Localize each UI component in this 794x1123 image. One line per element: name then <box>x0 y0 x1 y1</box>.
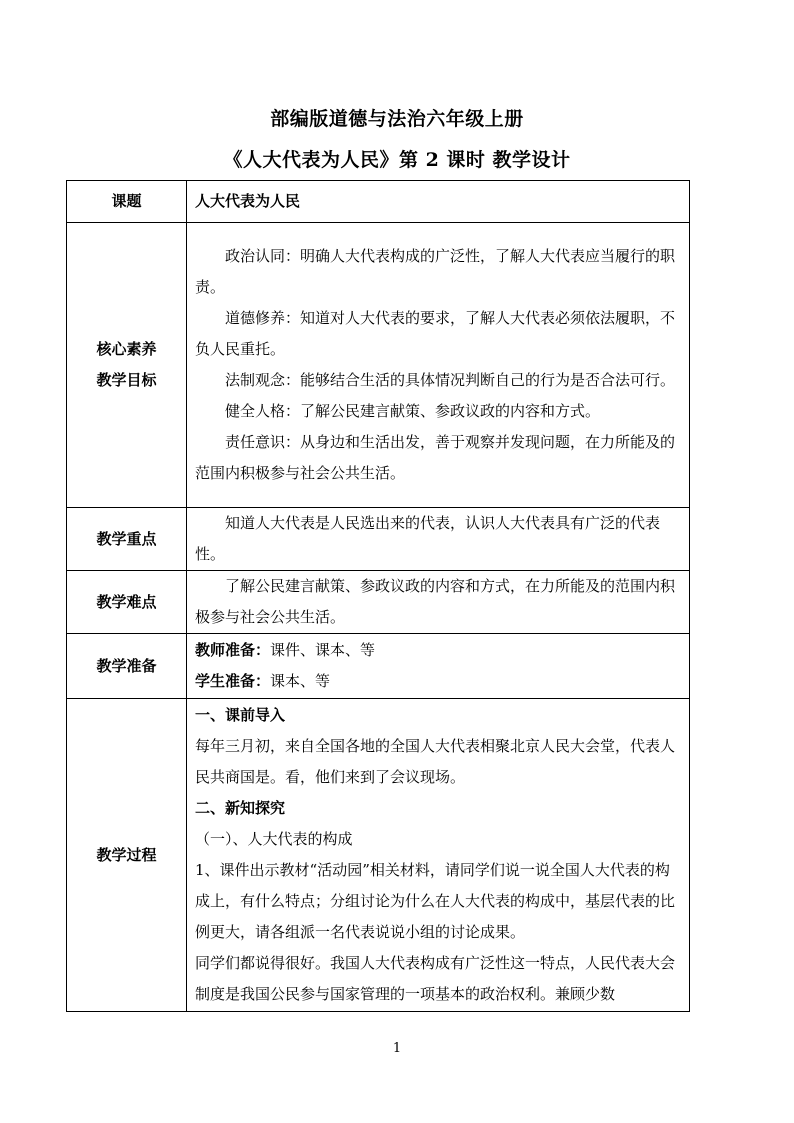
key-points-content <box>187 508 690 571</box>
page-number: 1 <box>392 1041 402 1056</box>
lesson-plan-table <box>66 180 690 1012</box>
label-process: 教学过程 <box>67 699 187 1012</box>
teacher-preparation <box>195 635 683 666</box>
goal-responsibility: 责任意识：从身边和生活出发，善于观察并发现问题，在力所能及的范围内积极参与社会公共生活。 <box>195 433 676 482</box>
label-goals-line1: 核心素养 <box>96 340 157 358</box>
label-key-points: 教学重点 <box>67 508 187 571</box>
row-key-points <box>67 508 690 571</box>
preparation-content <box>187 634 690 699</box>
process-item-1: 1、课件出示教材“活动园”相关材料，请同学们说一说全国人大代表的构成上，有什么特点；分组讨论为什么在人大代表的构成中，基层代表的比例更大，请各组派一名代表说说小组的讨论成果。 <box>195 861 676 941</box>
value-topic: 人大代表为人民 <box>187 181 690 223</box>
process-heading-intro: 一、课前导入 <box>195 706 286 724</box>
row-goals <box>67 223 690 508</box>
difficulties-text: 了解公民建言献策、参政议政的内容和方式，在力所能及的范围内积极参与社会公共生活。 <box>195 577 676 626</box>
goal-moral: 道德修养：知道对人大代表的要求，了解人大代表必须依法履职，不负人民重托。 <box>195 309 676 358</box>
row-process <box>67 699 690 1012</box>
difficulties-content <box>187 571 690 634</box>
label-topic: 课题 <box>67 181 187 223</box>
process-content <box>187 699 690 1012</box>
row-preparation <box>67 634 690 699</box>
teacher-preparation-value: 课件、课本、等 <box>270 641 376 659</box>
process-intro-text: 每年三月初，来自全国各地的全国人大代表相聚北京人民大会堂，代表人民共商国是。看，他们来到了会议现场。 <box>195 737 676 786</box>
student-preparation-label: 学生准备： <box>195 672 271 690</box>
label-goals <box>67 223 187 508</box>
process-subheading: （一）、人大代表的构成 <box>195 830 353 848</box>
label-difficulties: 教学难点 <box>67 571 187 634</box>
process-heading-explore: 二、新知探究 <box>195 799 286 817</box>
student-preparation-value: 课本、等 <box>270 672 331 690</box>
teacher-preparation-label: 教师准备： <box>195 641 271 659</box>
row-difficulties <box>67 571 690 634</box>
student-preparation <box>195 666 683 697</box>
document-title: 部编版道德与法治六年级上册 <box>270 108 524 130</box>
goals-content <box>187 223 690 508</box>
row-topic <box>67 181 690 223</box>
goal-legal: 法制观念：能够结合生活的具体情况判断自己的行为是否合法可行。 <box>225 371 676 389</box>
document-subtitle: 《人大代表为人民》第 2 课时 教学设计 <box>223 149 571 171</box>
label-goals-line2: 教学目标 <box>96 371 157 389</box>
goal-personality: 健全人格：了解公民建言献策、参政议政的内容和方式。 <box>225 402 601 420</box>
goal-political: 政治认同：明确人大代表构成的广泛性，了解人大代表应当履行的职责。 <box>195 247 676 296</box>
process-summary: 同学们都说得很好。我国人大代表构成有广泛性这一特点，人民代表大会制度是我国公民参与国家管理的一项基本的政治权利。兼顾少数 <box>195 954 676 1003</box>
key-points-text: 知道人大代表是人民选出来的代表，认识人大代表具有广泛的代表性。 <box>195 514 661 563</box>
label-preparation: 教学准备 <box>67 634 187 699</box>
